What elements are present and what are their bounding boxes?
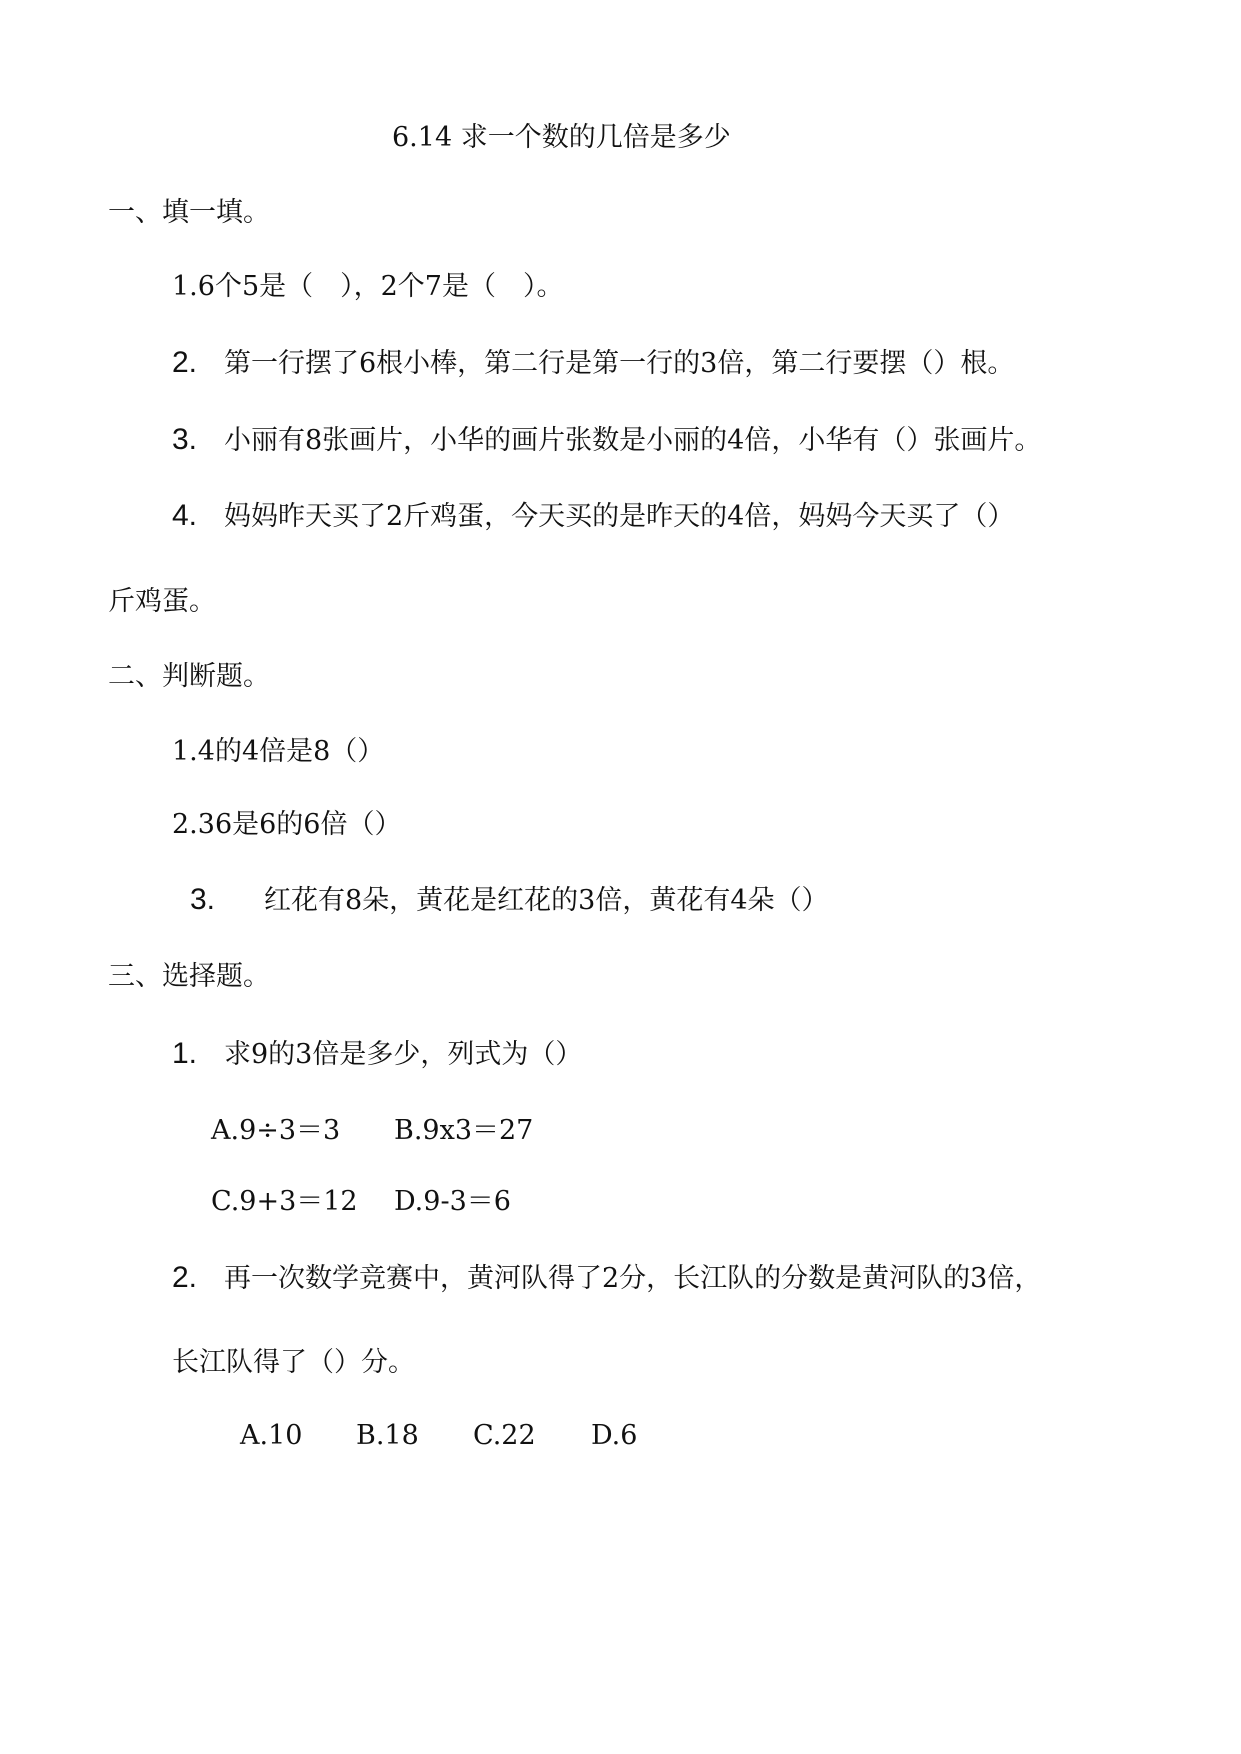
choice-option-c: C.9+3＝12 (211, 1186, 358, 1217)
choice-option-d: D.9-3＝6 (394, 1186, 511, 1217)
fill-question-4-continuation: 斤鸡蛋。 (108, 586, 216, 617)
question-text: 妈妈昨天买了2斤鸡蛋，今天买的是昨天的4倍，妈妈今天买了（） (224, 501, 1015, 532)
choice-option-a: A.10 (240, 1420, 303, 1451)
question-number: 3. (172, 423, 198, 456)
judge-question-3 (190, 883, 829, 918)
question-text: 再一次数学竞赛中，黄河队得了2分，长江队的分数是黄河队的3倍， (224, 1263, 1042, 1294)
choice-question-2 (172, 1261, 1041, 1296)
section-heading-judge: 二、判断题。 (108, 661, 270, 692)
judge-question-1: 1.4的4倍是8（） (172, 736, 385, 767)
question-number: 1. (172, 1037, 198, 1070)
choice-option-b: B.9x3＝27 (394, 1115, 534, 1146)
fill-question-2 (172, 346, 1014, 381)
judge-question-2: 2.36是6的6倍（） (172, 809, 402, 840)
choice-question-1 (172, 1037, 582, 1072)
fill-question-1: 1.6个5是（ ），2个7是（ ）。 (172, 271, 564, 302)
section-heading-fill: 一、填一填。 (108, 197, 270, 228)
question-number: 4. (172, 499, 198, 532)
question-number: 2. (172, 1261, 198, 1294)
question-text: 小丽有8张画片，小华的画片张数是小丽的4倍，小华有（）张画片。 (224, 425, 1042, 456)
choice-option-c: C.22 (473, 1420, 536, 1451)
fill-question-3 (172, 423, 1041, 458)
page-title: 6.14 求一个数的几倍是多少 (392, 122, 731, 153)
question-text: 第一行摆了6根小棒，第二行是第一行的3倍，第二行要摆（）根。 (224, 348, 1015, 379)
question-number: 2. (172, 346, 198, 379)
question-text: 求9的3倍是多少，列式为（） (224, 1039, 583, 1070)
question-number: 3. (190, 883, 216, 916)
choice-option-b: B.18 (356, 1420, 419, 1451)
section-heading-choice: 三、选择题。 (108, 961, 270, 992)
choice-option-a: A.9÷3＝3 (211, 1115, 341, 1146)
choice-option-d: D.6 (591, 1420, 638, 1451)
question-text: 红花有8朵，黄花是红花的3倍，黄花有4朵（） (264, 885, 829, 916)
fill-question-4 (172, 499, 1014, 534)
choice-question-2-continuation: 长江队得了（）分。 (172, 1347, 415, 1378)
